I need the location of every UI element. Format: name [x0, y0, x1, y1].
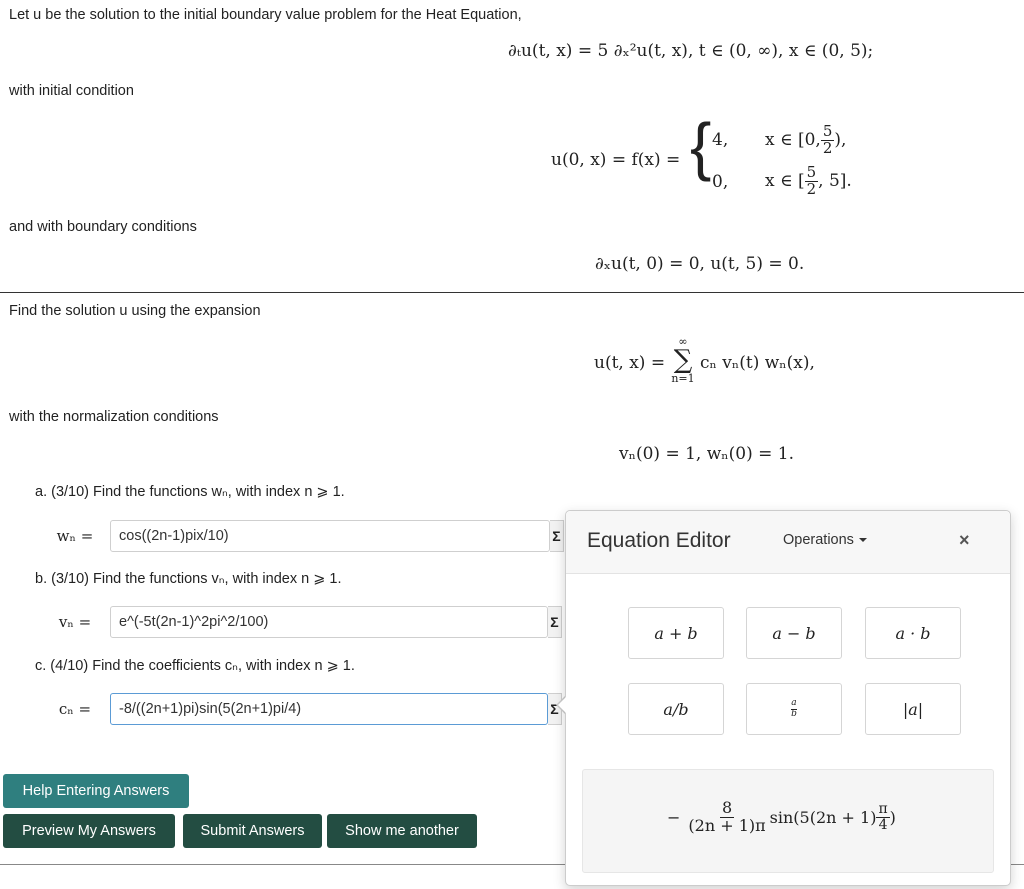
part-b-label: vₙ =: [58, 613, 92, 631]
equation-editor-panel: [565, 510, 1011, 886]
editor-header: [566, 511, 1010, 574]
ic-case1-frac-num: 5: [822, 122, 833, 140]
ic-case2-domain-end: , 5].: [818, 171, 852, 192]
boundary-label: and with boundary conditions: [9, 219, 197, 235]
submit-answers-button[interactable]: Submit Answers: [183, 814, 322, 848]
ic-case1-domain-end: ),: [834, 130, 847, 151]
preview-denominator: (2n + 1)π: [688, 815, 766, 835]
operations-dropdown[interactable]: [783, 532, 867, 548]
ic-case1-frac: [821, 124, 835, 157]
operations-label: Operations: [783, 532, 854, 548]
ic-case2-domain-start: x ∈ [: [765, 171, 805, 192]
show-another-button[interactable]: Show me another: [327, 814, 477, 848]
part-c-label: cₙ =: [58, 700, 92, 718]
ic-case1-domain: [765, 124, 846, 157]
preview-sin: sin(5(2n + 1): [769, 807, 877, 827]
expansion-label: Find the solution u using the expansion: [9, 303, 261, 319]
preview-fraction: [686, 800, 767, 835]
preview-close-paren: ): [889, 807, 896, 827]
ic-case1-domain-start: x ∈ [0,: [765, 130, 821, 151]
ic-case2-frac-den: 2: [806, 179, 817, 198]
part-b-equation-editor-button[interactable]: Σ: [548, 606, 562, 638]
preview-four: 4: [878, 816, 888, 833]
sum-symbol: ∑: [673, 345, 693, 375]
preview-numerator: 8: [721, 798, 733, 817]
editor-pointer-inner: [558, 696, 567, 714]
op-add-button[interactable]: a + b: [628, 607, 724, 659]
normalization-equation: vₙ(0) = 1, wₙ(0) = 1.: [619, 444, 794, 464]
part-c-answer-input[interactable]: [110, 693, 548, 725]
ic-case1-value: 4,: [712, 130, 729, 150]
part-c-row: [40, 693, 562, 725]
part-c-prompt: c. (4/10) Find the coefficients cₙ, with index n ⩾ 1.: [35, 658, 355, 674]
part-b-answer-input[interactable]: [110, 606, 548, 638]
caret-down-icon: [859, 538, 867, 542]
ic-lhs: u(0, x) = f(x) =: [551, 150, 681, 170]
part-a-prompt: a. (3/10) Find the functions wₙ, with index n ⩾ 1.: [35, 484, 345, 500]
preview-expression: [667, 800, 896, 835]
part-a-equation-editor-button[interactable]: Σ: [550, 520, 564, 552]
close-icon[interactable]: ×: [959, 530, 970, 550]
preview-answers-button[interactable]: Preview My Answers: [3, 814, 175, 848]
part-a-label: wₙ =: [56, 527, 94, 545]
ic-case2-domain: [765, 165, 852, 198]
editor-title: Equation Editor: [587, 529, 731, 552]
normalization-label: with the normalization conditions: [9, 409, 219, 425]
ic-case2-frac: [805, 165, 819, 198]
section-divider: [0, 292, 1024, 293]
expansion-rhs: cₙ vₙ(t) wₙ(x),: [700, 353, 815, 373]
sum-notation: [668, 336, 698, 384]
ic-case1-frac-den: 2: [822, 138, 833, 157]
preview-minus: −: [667, 807, 681, 827]
heat-equation: ∂ₜu(t, x) = 5 ∂ₓ²u(t, x), t ∈ (0, ∞), x ∈ (0, 5);: [508, 41, 874, 61]
sum-bottom: n=1: [671, 372, 695, 385]
preview-pi: π: [878, 801, 888, 818]
part-a-row: [40, 520, 564, 552]
preview-pi-fraction: [876, 802, 889, 832]
boundary-equation: ∂ₓu(t, 0) = 0, u(t, 5) = 0.: [595, 254, 805, 274]
initial-condition-label: with initial condition: [9, 83, 134, 99]
ic-case2-value: 0,: [712, 172, 729, 192]
part-a-answer-input[interactable]: [110, 520, 550, 552]
part-c-equation-editor-button[interactable]: Σ: [548, 693, 562, 725]
op-subtract-button[interactable]: a − b: [746, 607, 842, 659]
sum-top: ∞: [678, 335, 688, 348]
op-fraction-button[interactable]: [746, 683, 842, 735]
piecewise-brace: {: [690, 110, 712, 182]
intro-text: Let u be the solution to the initial boundary value problem for the Heat Equation,: [9, 7, 522, 23]
op-abs-button[interactable]: |a|: [865, 683, 961, 735]
help-entering-answers-button[interactable]: Help Entering Answers: [3, 774, 189, 808]
op-divide-button[interactable]: a/b: [628, 683, 724, 735]
part-b-prompt: b. (3/10) Find the functions vₙ, with index n ⩾ 1.: [35, 571, 342, 587]
part-b-row: [40, 606, 562, 638]
ic-case2-frac-num: 5: [806, 163, 817, 181]
fraction-icon: $\frac{a}{b}$: [791, 697, 797, 719]
op-multiply-button[interactable]: a · b: [865, 607, 961, 659]
equation-preview: [582, 769, 994, 873]
expansion-lhs: u(t, x) =: [594, 353, 666, 373]
